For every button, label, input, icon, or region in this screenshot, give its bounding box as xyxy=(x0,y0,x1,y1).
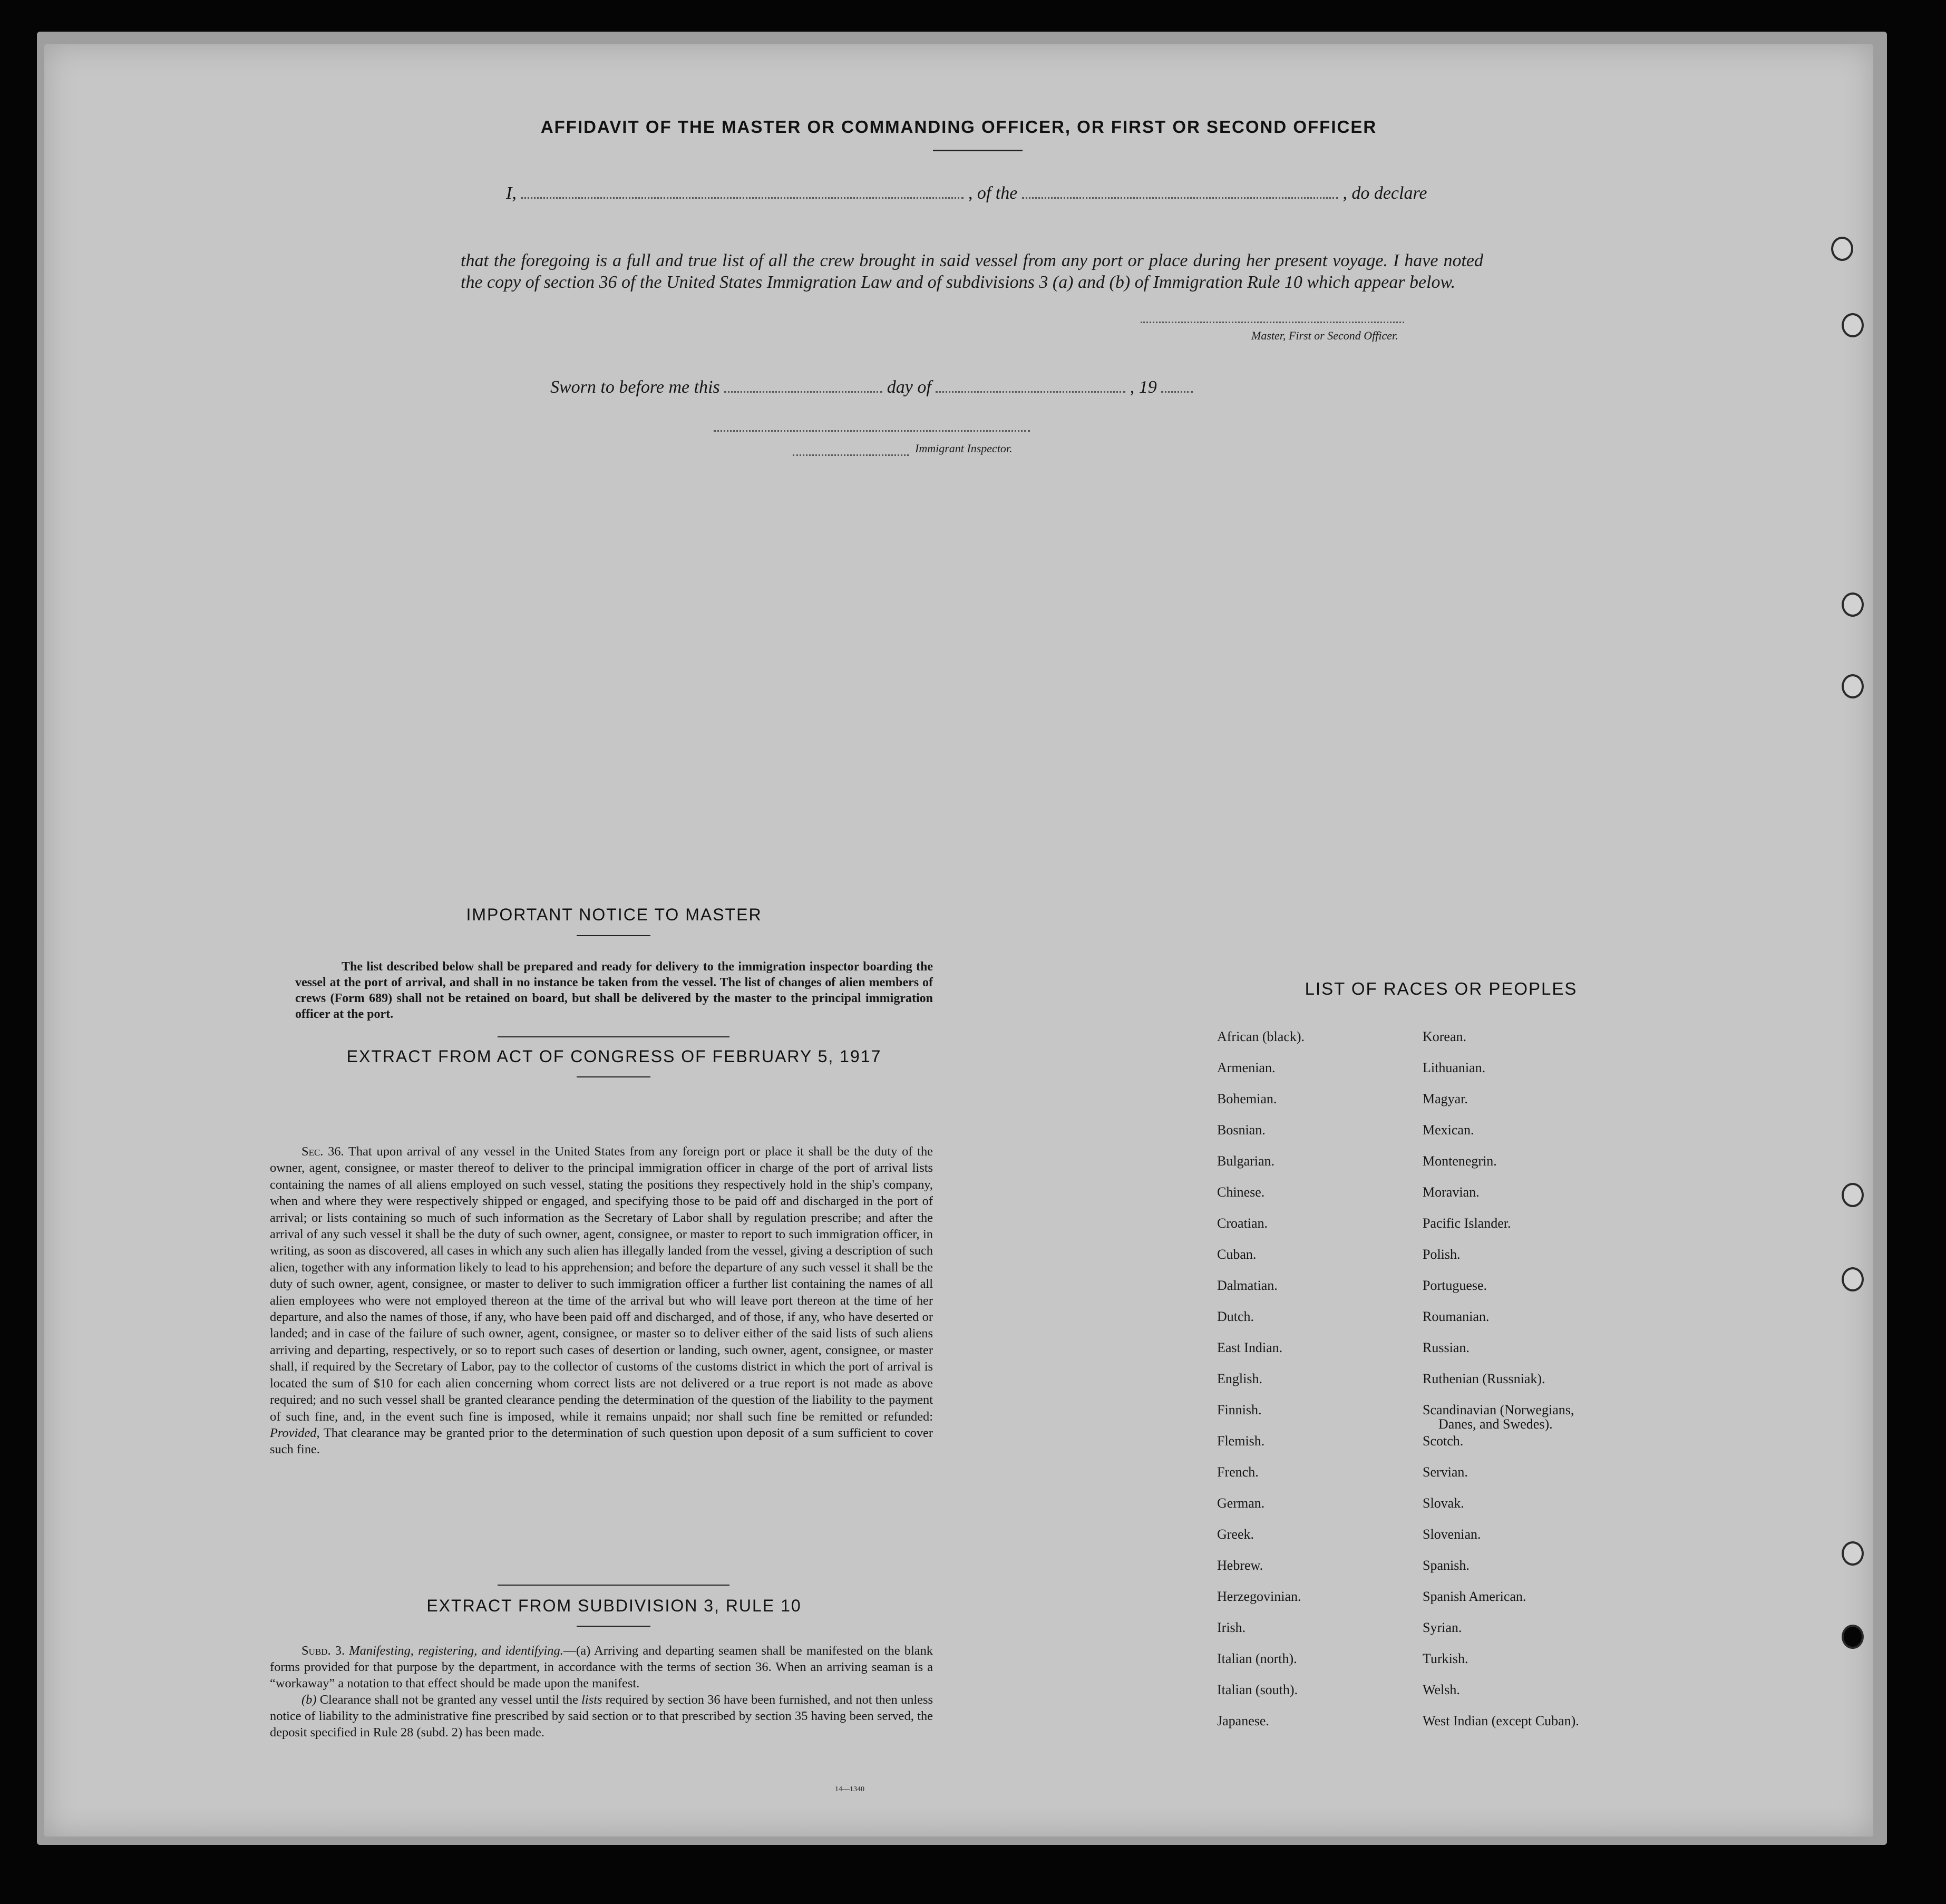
race-item: Moravian. xyxy=(1423,1184,1480,1200)
race-item: Finnish. xyxy=(1217,1402,1262,1417)
race-item: English. xyxy=(1217,1371,1262,1386)
notice-body: The list described below shall be prepared and ready for delivery to the immigration inspector boarding the vessel at the port of arrival, and shall in no instance be taken from the vessel. The list of changes of alien members of crews (Form 689) shall not be retained on board, but shall be delivered by the master to the principal immigration officer at the port. xyxy=(295,960,933,1021)
notice-title: IMPORTANT NOTICE TO MASTER xyxy=(466,905,762,924)
extract-act-body xyxy=(270,1143,933,1458)
punch-hole xyxy=(1842,1541,1864,1566)
race-item: Scandinavian (Norwegians, xyxy=(1423,1402,1574,1417)
extract-act-divider xyxy=(577,1076,650,1077)
para-b-text-1: Clearance shall not be granted any vessel until the xyxy=(319,1693,578,1707)
race-item: French. xyxy=(1217,1464,1259,1480)
race-item: Japanese. xyxy=(1217,1713,1269,1728)
sec-label: Sec. 36. xyxy=(301,1144,344,1159)
race-item: Spanish American. xyxy=(1423,1589,1526,1604)
para-a-text: Arriving and departing seamen shall be manifested on the blank forms provided for that purpose by the department, in accordance with the terms of section 36. When an arriving seaman is a “workaway” a notation to that effect should be made upon the manifest. xyxy=(270,1644,933,1691)
race-item: Dalmatian. xyxy=(1217,1278,1278,1293)
para-b-text-2: required by section 36 have been furnished, and not then unless notice of liability to the administrative fine prescribed by said section or to that prescribed by section 35 having been served, the deposit specified in Rule 28 (subd. 2) has been made. xyxy=(270,1693,933,1740)
title-divider xyxy=(933,150,1023,151)
sec-36-text: That upon arrival of any vessel in the United States from any foreign port or place it shall be the duty of the owner, agent, consignee, or master thereof to deliver to the principal immigration officer in charge of the port of arrival lists containing the names of all aliens employed on such vessel, stating the positions they respectively hold in the ship's company, when and where they were respectively shipped or engaged, and specifying those to be paid off and discharged in the port of arrival; or lists containing so much of such information as the Secretary of Labor shall by regulation prescribe; and after the arrival of any such vessel it shall be the duty of such owner, agent, consignee, or master to report to such immigration officer, in writing, as soon as discovered, all cases in which any such alien has illegally landed from the vessel, giving a description of such alien, together with any information likely to lead to his apprehension; and before the departure of any such vessel it shall be the duty of such owner, agent, consignee, or master to deliver to such immigration officer a further list containing the names of all alien employees who were not employed thereon at the time of the arrival but who will leave port thereon at the time of her departure, and also the names of those, if any, who have been paid off and discharged, and of those, if any, who have deserted or landed; and in case of the failure of such owner, agent, consignee, or master so to deliver either of the said lists of such aliens arriving and departing, respectively, or so to report such cases of desertion or landing, such owner, agent, consignee, or master shall, if required by the Secretary of Labor, pay to the collector of customs of the customs district in which the port of arrival is located the sum of $10 for each alien concerning whom correct lists are not delivered or a true report is not made as above required; and no such vessel shall be granted clearance pending the determination of the question of the liability to the payment of such fine, and, in the event such fine is imposed, while it remains unpaid; nor shall such fine be remitted or refunded: xyxy=(270,1144,933,1424)
race-item: Italian (south). xyxy=(1217,1682,1298,1697)
affidavit-title: AFFIDAVIT OF THE MASTER OR COMMANDING OFFICER, OR FIRST OR SECOND OFFICER xyxy=(540,117,1377,137)
race-item: Spanish. xyxy=(1423,1558,1470,1573)
race-item: Servian. xyxy=(1423,1464,1468,1480)
sec-36-text-end: That clearance may be granted prior to the determination of such question upon deposit of a sum sufficient to cover such fine. xyxy=(270,1425,933,1457)
declarant-name-blank[interactable] xyxy=(521,194,964,199)
form-number: 14—1340 xyxy=(835,1785,864,1793)
race-item: Bohemian. xyxy=(1217,1091,1277,1106)
signature-label: Master, First or Second Officer. xyxy=(1251,329,1398,342)
punch-hole xyxy=(1842,1625,1864,1649)
punch-hole xyxy=(1842,592,1864,617)
notice-divider xyxy=(577,935,650,936)
race-item: Chinese. xyxy=(1217,1184,1265,1200)
affidavit-body: that the foregoing is a full and true list of all the crew brought in said vessel from any port or place during her present voyage. I have noted the copy of section 36 of the United States Immigration Law and of subdivisions 3 (a) and (b) of Immigration Rule 10 which appear below. xyxy=(461,251,1483,292)
race-item: African (black). xyxy=(1217,1029,1305,1044)
vessel-label: , of the xyxy=(968,183,1018,203)
race-item: Roumanian. xyxy=(1423,1309,1490,1324)
para-b-lists: lists xyxy=(581,1693,602,1707)
race-item: Turkish. xyxy=(1423,1651,1468,1666)
race-item: Armenian. xyxy=(1217,1060,1276,1075)
paragraph-a xyxy=(270,1643,933,1692)
race-item: Bosnian. xyxy=(1217,1122,1266,1138)
race-item: Pacific Islander. xyxy=(1423,1216,1511,1231)
inspector-signature-blank[interactable] xyxy=(714,427,1030,432)
race-item: Lithuanian. xyxy=(1423,1060,1486,1075)
race-item: Croatian. xyxy=(1217,1216,1268,1231)
race-item: Irish. xyxy=(1217,1620,1246,1635)
extract-act-title: EXTRACT FROM ACT OF CONGRESS OF FEBRUARY 5, 1917 xyxy=(346,1047,882,1066)
provided-label: Provided, xyxy=(270,1425,320,1440)
punch-hole xyxy=(1831,237,1853,261)
punch-hole xyxy=(1842,1267,1864,1291)
sworn-year-blank[interactable] xyxy=(1161,388,1193,393)
declare-label: , do declare xyxy=(1342,183,1427,203)
sworn-day-blank[interactable] xyxy=(724,388,882,393)
race-item: West Indian (except Cuban). xyxy=(1423,1713,1579,1728)
race-item: German. xyxy=(1217,1495,1265,1511)
sworn-prefix: Sworn to before me this xyxy=(550,377,720,397)
section-divider xyxy=(498,1585,729,1586)
race-item: East Indian. xyxy=(1217,1340,1283,1355)
extract-rule-title: EXTRACT FROM SUBDIVISION 3, RULE 10 xyxy=(426,1596,802,1615)
race-item: Mexican. xyxy=(1423,1122,1474,1138)
race-item: Cuban. xyxy=(1217,1247,1257,1262)
races-title: LIST OF RACES OR PEOPLES xyxy=(1305,979,1578,998)
para-a-label: —(a) xyxy=(563,1644,591,1658)
inspector-label: Immigrant Inspector. xyxy=(915,442,1013,455)
race-item: Slovak. xyxy=(1423,1495,1464,1511)
race-item: Dutch. xyxy=(1217,1309,1254,1324)
document-page xyxy=(44,44,1873,1837)
paragraph-b xyxy=(270,1692,933,1741)
extract-rule-body xyxy=(270,1643,933,1741)
race-item: Herzegovinian. xyxy=(1217,1589,1301,1604)
race-item: Montenegrin. xyxy=(1423,1153,1497,1169)
sworn-line xyxy=(550,377,1193,397)
punch-hole xyxy=(1842,1183,1864,1207)
affidavit-declaration-line xyxy=(506,183,1427,203)
race-item: Welsh. xyxy=(1423,1682,1460,1697)
para-b-label: (b) xyxy=(301,1693,317,1707)
vessel-name-blank[interactable] xyxy=(1022,194,1338,199)
section-divider xyxy=(498,1036,729,1037)
extract-rule-divider xyxy=(577,1626,650,1627)
signature-blank[interactable] xyxy=(1141,318,1404,323)
race-item: Greek. xyxy=(1217,1527,1254,1542)
race-item: Portuguese. xyxy=(1423,1278,1487,1293)
punch-hole xyxy=(1842,313,1864,337)
race-item: Scotch. xyxy=(1423,1433,1464,1449)
race-item: Russian. xyxy=(1423,1340,1470,1355)
subd-label: Subd. 3. xyxy=(301,1644,345,1658)
punch-hole xyxy=(1842,674,1864,698)
race-item: Syrian. xyxy=(1423,1620,1462,1635)
race-item: Bulgarian. xyxy=(1217,1153,1275,1169)
race-item: Ruthenian (Russniak). xyxy=(1423,1371,1545,1386)
race-item: Korean. xyxy=(1423,1029,1467,1044)
race-item: Flemish. xyxy=(1217,1433,1265,1449)
sworn-day-of: day of xyxy=(887,377,931,397)
race-item: Slovenian. xyxy=(1423,1527,1481,1542)
race-item: Polish. xyxy=(1423,1247,1461,1262)
race-item: Hebrew. xyxy=(1217,1558,1263,1573)
sworn-month-blank[interactable] xyxy=(936,388,1125,393)
declarant-label: I, xyxy=(506,183,517,203)
inspector-signature-blank-2[interactable] xyxy=(793,451,909,456)
race-item: Italian (north). xyxy=(1217,1651,1297,1666)
sworn-year: , 19 xyxy=(1130,377,1157,397)
subd-heading: Manifesting, registering, and identifying. xyxy=(349,1644,563,1658)
race-item: Magyar. xyxy=(1423,1091,1468,1106)
race-item: Danes, and Swedes). xyxy=(1438,1416,1553,1432)
